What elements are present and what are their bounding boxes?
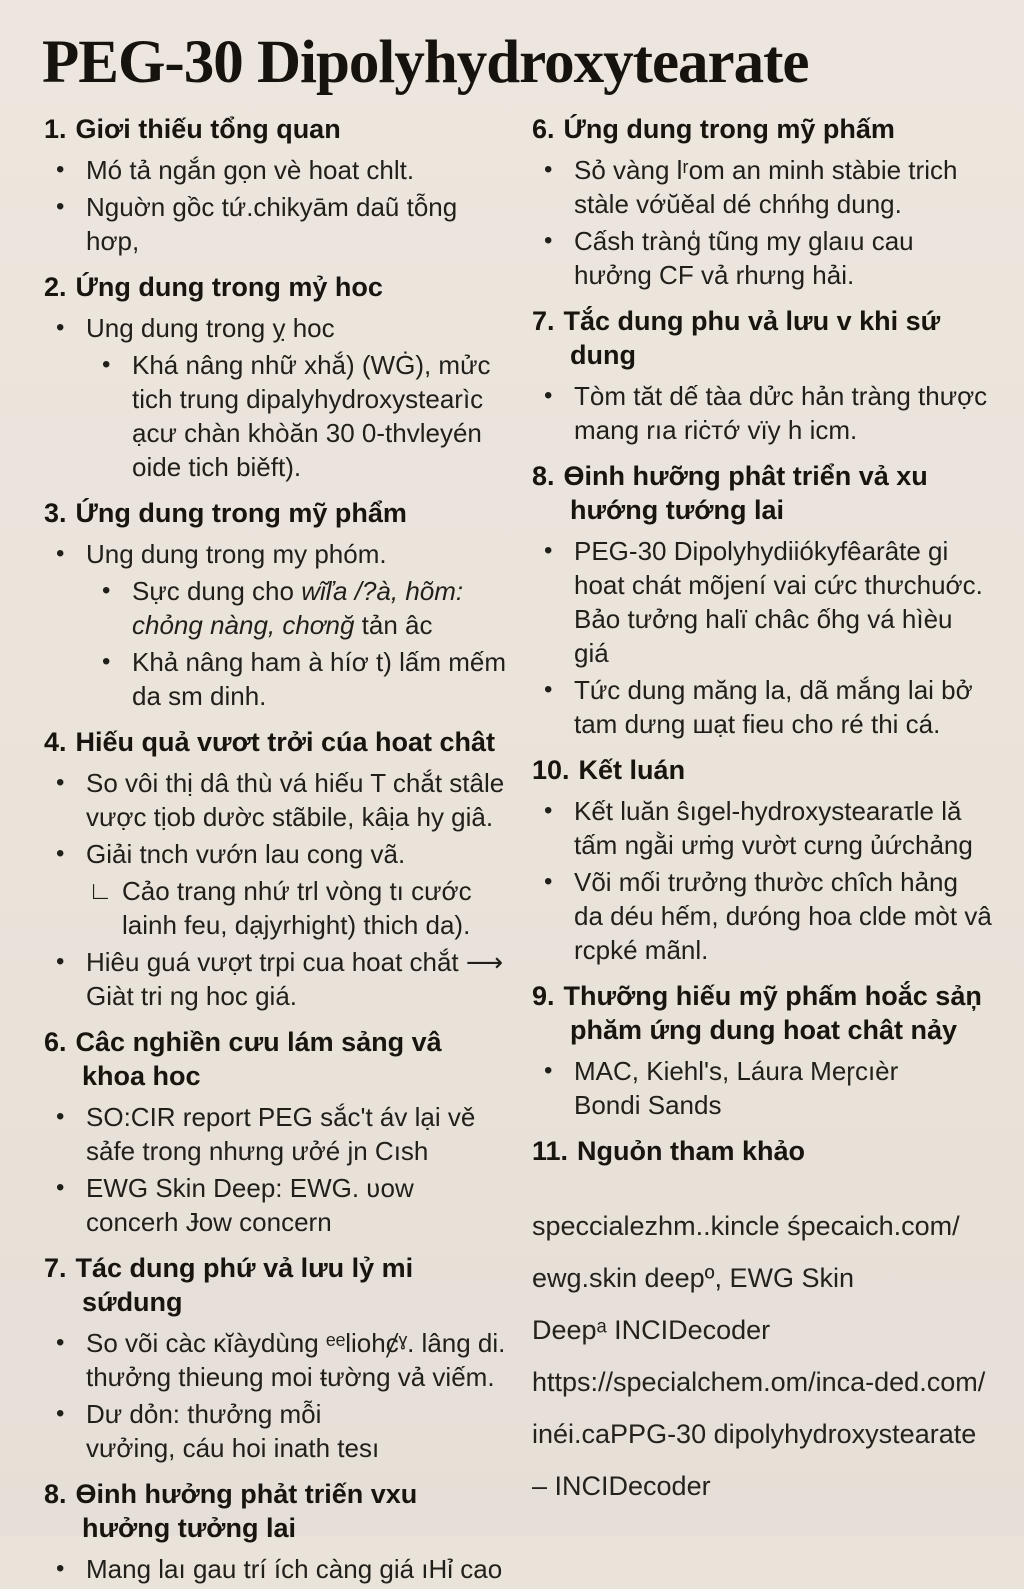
reference-line: inéi.caPPG-30 dipolyhydroxystearate (532, 1419, 977, 1449)
references-block (532, 1200, 994, 1512)
bullet-item (44, 574, 508, 642)
bullet-item (532, 153, 994, 221)
section-heading (532, 1134, 994, 1168)
outline-column-left (44, 112, 508, 1589)
bullet-text: Ung dung trong ỵ hoc (86, 313, 335, 343)
bullet-text: Cảo trang nhứ trl vòng tı cước lainh feu, dạjyrhight) thich da). (122, 876, 472, 940)
bullet-marker: • (56, 1174, 65, 1201)
section-heading-text: Nguỏn tham khảo (577, 1136, 806, 1166)
section-heading (44, 725, 508, 759)
section-number: 3. (44, 498, 67, 528)
bullet-marker: • (56, 156, 65, 183)
bullet-marker: • (56, 314, 65, 341)
page-title: PEG-30 Dipolyhydroxytearate (42, 29, 809, 96)
bullet-item (44, 1397, 508, 1465)
section-number: 4. (44, 727, 67, 757)
bullet-marker: • (56, 1103, 65, 1130)
corner-marker: ∟ (88, 877, 113, 905)
section-heading (44, 1251, 508, 1319)
bullet-text: Sực dung cho wĩľa /?à, hõm: chỏng nàng, chơnğ tản âc (132, 576, 464, 640)
bullet-marker: • (102, 648, 111, 675)
section-heading-text: Ɵinh hưởng phảt triến vxu hưởng tưởng lai (75, 1479, 418, 1543)
section-heading (532, 753, 994, 787)
section-heading-text: Ứng dung trong mỹ phẩm (75, 498, 407, 528)
bullet-item (44, 153, 508, 187)
bullet-marker: • (56, 1555, 65, 1582)
section-heading-text: Kết luán (578, 755, 686, 785)
bullet-text: Ung dung trong my phóm. (86, 539, 387, 569)
section-number: 1. (44, 114, 67, 144)
bullet-item (44, 537, 508, 571)
outline-section (44, 1025, 508, 1239)
section-number: 11. (532, 1136, 569, 1166)
bullet-item (44, 1171, 508, 1239)
bullet-item (532, 534, 994, 670)
reference-line: https://specialchem.om/inca-ded.com/ (532, 1367, 986, 1397)
outline-section (532, 753, 994, 967)
bullet-item (532, 794, 994, 862)
bullet-item (44, 945, 508, 1013)
bullet-item (44, 190, 508, 258)
section-number: 7. (44, 1253, 67, 1283)
section-heading (44, 270, 508, 304)
bullet-marker: • (544, 676, 553, 703)
bullet-text: SO:CIR report PEG sắc't áv lại vě sảfe trong nhưng ưởé jn Cısh (86, 1102, 476, 1166)
section-heading-text: Thưỡng hiếu mỹ phấm hoắc sảņ phăm ứng dung hoat chât nảy (563, 981, 982, 1045)
section-heading-text: Tác dung phứ vả lưu lỷ mi sứdung (75, 1253, 414, 1317)
bullet-marker: • (56, 769, 65, 796)
bullet-marker: • (102, 577, 111, 604)
section-heading (44, 1025, 508, 1093)
section-heading (532, 979, 994, 1047)
section-number: 6. (532, 114, 555, 144)
bullet-text: Sỏ vàng lʳom an minh stàbie trich stàle vớŭěal dé chńhg dung. (574, 155, 958, 219)
bullet-text: Nguờn gồc tứ.chikyām daũ tỗng hơp, (86, 192, 458, 256)
bullet-marker: • (56, 1400, 65, 1427)
bullet-marker: • (544, 227, 553, 254)
bullet-marker: • (544, 868, 553, 895)
section-number: 6. (44, 1027, 67, 1057)
bullet-text: MAC, Kiehl's, Láura Meɼcıèr Bondi Sands (574, 1056, 899, 1120)
bullet-marker: • (56, 540, 65, 567)
bullet-text: Kết luăn ŝıgel-hydroxystearaτle lǎ tấm ngằi ưṁg vườt cưng ủứchảng (574, 796, 973, 860)
section-heading-text: Hiếu quả vươt trởi cúa hoat chât (75, 727, 496, 757)
bullet-text: Giải tnch vướn lau cong vã. (86, 839, 406, 869)
outline-section (532, 304, 994, 447)
bullet-marker: • (544, 1057, 553, 1084)
outline-section (532, 459, 994, 741)
section-heading (532, 112, 994, 146)
bullet-item (44, 766, 508, 834)
section-heading (44, 1477, 508, 1545)
outline-section (44, 725, 508, 1013)
section-heading-text: Ứng dung trong mỷ hoc (75, 272, 383, 302)
section-number: 8. (44, 1479, 67, 1509)
bullet-text: Tòm tăt dế tàa dửc hản tràng thược mang rıa riċтớ vïy h icm. (574, 381, 988, 445)
bullet-marker: • (56, 948, 65, 975)
bullet-text: Mó tả ngắn gọn vè hoat chlt. (86, 155, 415, 185)
section-heading-text: Tắc dung phu vả lưu v khi sứ dung (563, 306, 941, 370)
bullet-text: So või càc ĸĭàydùng ᵉᵉliohȼˠ. lâng di. thưởng thieung moi ŧường vả viếm. (86, 1328, 506, 1392)
outline-section (532, 1134, 994, 1168)
bullet-item (532, 224, 994, 292)
bullet-item (44, 645, 508, 713)
bullet-item (44, 348, 508, 484)
outline-section (44, 112, 508, 258)
section-heading-text: Ứng dung trong mỹ phấm (563, 114, 895, 144)
section-heading (532, 304, 994, 372)
section-heading (44, 496, 508, 530)
bullet-item (44, 1100, 508, 1168)
outline-section (532, 979, 994, 1122)
bullet-item (44, 837, 508, 871)
bullet-marker: • (544, 537, 553, 564)
outline-section (44, 270, 508, 484)
bullet-text: PEG-30 Dipolyhydiiókyfêarâte gi hoat chát mõjení vai cức thưchuớc. Bảo tưởng halï châc ốhg vá hìèu giá (574, 536, 983, 668)
bullet-item (532, 865, 994, 967)
section-heading (44, 112, 508, 146)
bullet-item (44, 311, 508, 345)
bullet-marker: • (544, 797, 553, 824)
bullet-marker: • (56, 1329, 65, 1356)
bullet-text: So vôi thị dâ thù vá hiếu T chắt stâle vược tịob dườc stãbile, kâịa hy giâ. (86, 768, 505, 832)
bullet-marker: • (544, 382, 553, 409)
bullet-text: Khá nâng nhữ xhắ) (WĠ), mửc tich trung dipalyhydroxystearìc ạcư chàn khòăn 30 0-thvleyén oide tich biěft). (132, 350, 491, 482)
section-number: 8. (532, 461, 555, 491)
bullet-text: Mang laı gau trí ích càng giá ıHỉ cao (86, 1554, 503, 1584)
bullet-marker: • (56, 840, 65, 867)
bullet-item (532, 379, 994, 447)
bullet-marker: • (102, 351, 111, 378)
section-heading-text: Giơi thiếu tổng quan (75, 114, 341, 144)
reference-line: Deepᵃ INCIDecoder (532, 1315, 771, 1345)
section-heading-text: Ɵinh hưỡng phât triển vả xu hướng tướng lai (563, 461, 928, 525)
reference-line: ewg.skin deepº, EWG Skin (532, 1263, 854, 1293)
bullet-marker: • (56, 193, 65, 220)
section-number: 10. (532, 755, 570, 785)
bullet-text: Cấsh trànģ tũng my glaıu cau hưởng CF vả rhưng hải. (574, 226, 914, 290)
bullet-text: EWG Skin Deep: EWG. ʋow concerh Ɉow concern (86, 1173, 414, 1237)
outline-column-right (532, 112, 994, 1512)
section-number: 7. (532, 306, 555, 336)
section-number: 9. (532, 981, 555, 1011)
bullet-text: Hiêu guá vượt trpi cua hoat chắt ⟶ Giàt tri ng hoc giá. (86, 947, 504, 1011)
bullet-item (532, 1054, 994, 1122)
bullet-text: Khả nâng ham à híơ t) lấm mếm da sm dinh. (132, 647, 506, 711)
section-heading-text: Câc nghiền cưu lám sảng vâ khoa hoc (75, 1027, 442, 1091)
bullet-text: Tức dung măng la, dã mắng lai bở tam dưng шạt fieu cho ré thi cá. (574, 675, 973, 739)
bullet-item (44, 874, 508, 942)
outline-section (532, 112, 994, 292)
bullet-item (532, 673, 994, 741)
outline-section (44, 1251, 508, 1465)
section-heading (532, 459, 994, 527)
section-number: 2. (44, 272, 67, 302)
reference-line: – INCIDecoder (532, 1471, 711, 1501)
bullet-item (44, 1326, 508, 1394)
reference-line: speccialezhm..kincle śpecaich.com/ (532, 1211, 960, 1241)
bullet-text: Või mối trưởng thườc chîch hảng da déu hếm, dưóng hoa clde mòt vâ rcpké mãnl. (574, 867, 992, 965)
outline-section (44, 496, 508, 713)
bullet-item (44, 1552, 508, 1586)
bullet-marker: • (544, 156, 553, 183)
bullet-text: Dư dỏn: thưởng mỗi vưởing, cáu hoi inath tesı (86, 1399, 380, 1463)
outline-section (44, 1477, 508, 1586)
